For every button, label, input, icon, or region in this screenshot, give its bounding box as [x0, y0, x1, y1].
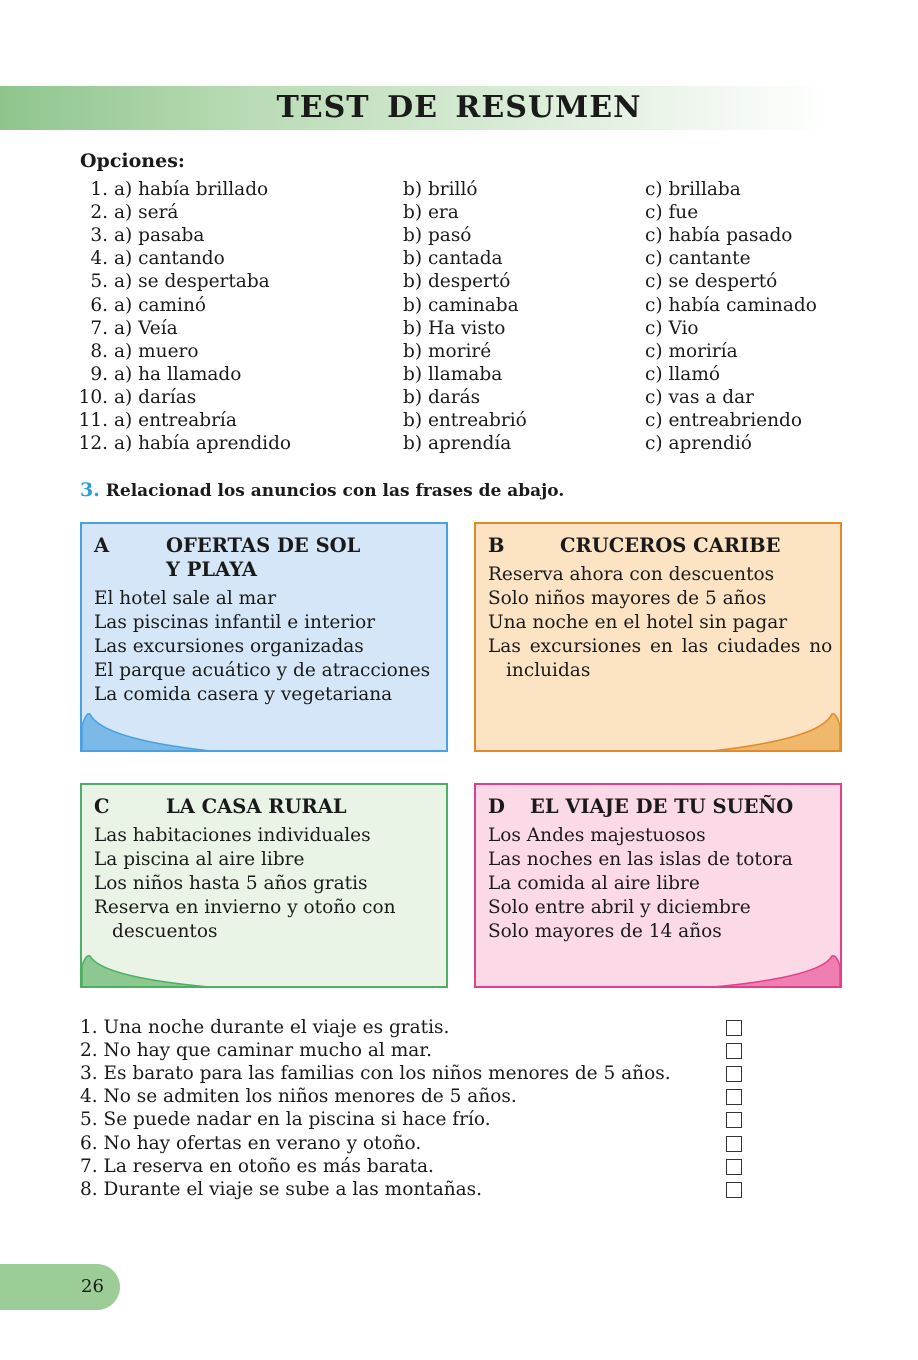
option-row: [0, 224, 918, 247]
card-b-line: Las excursiones en las ciudades no: [488, 636, 833, 657]
card-b-line: Una noche en el hotel sin pagar: [488, 612, 788, 633]
option-b: b) darás: [403, 386, 481, 408]
option-number: 8.: [90, 340, 108, 362]
exercise-title: [80, 479, 564, 501]
ad-card-c: [80, 783, 448, 988]
option-c: c) fue: [645, 202, 699, 224]
card-a-line: Las excursiones organizadas: [94, 636, 364, 657]
card-b-line: Solo niños mayores de 5 años: [488, 588, 767, 609]
option-c: c) cantante: [645, 248, 751, 270]
options-heading: Opciones:: [80, 150, 185, 172]
option-c: c) había pasado: [645, 225, 793, 247]
card-c-line: Los niños hasta 5 años gratis: [94, 873, 368, 894]
page-title: TEST DE RESUMEN: [276, 90, 642, 125]
card-d-line: Los Andes majestuosos: [488, 825, 706, 846]
card-c-body: [94, 824, 436, 944]
option-a: a) había aprendido: [114, 433, 292, 455]
card-c-line: La piscina al aire libre: [94, 849, 305, 870]
card-d-line: Las noches en las islas de totora: [488, 849, 793, 870]
ad-card-d: [474, 783, 842, 988]
option-row: [0, 294, 918, 317]
option-row: [0, 432, 918, 455]
card-c-header: [94, 795, 434, 819]
ad-card-b: [474, 522, 842, 752]
card-c-title: LA CASA RURAL: [166, 795, 347, 818]
card-b-letter: B: [488, 534, 505, 557]
option-row: [0, 386, 918, 409]
option-row: [0, 409, 918, 432]
statement-item: 1. Una noche durante el viaje es gratis.: [80, 1017, 450, 1038]
card-d-header: [488, 795, 828, 819]
option-c: c) había caminado: [645, 294, 817, 316]
statement-item: 2. No hay que caminar mucho al mar.: [80, 1040, 432, 1062]
card-a-header: [94, 534, 434, 582]
option-b: b) brilló: [403, 179, 478, 200]
card-b-body: [488, 563, 833, 683]
option-a: a) pasaba: [114, 225, 205, 247]
answer-checkbox[interactable]: [726, 1112, 742, 1128]
option-a: a) entreabría: [114, 410, 237, 431]
option-number: 1.: [90, 179, 108, 200]
option-b: b) entreabrió: [403, 410, 527, 431]
option-a: a) ha llamado: [114, 363, 242, 385]
card-a-body: [94, 587, 436, 707]
card-b-title: CRUCEROS CARIBE: [560, 534, 781, 557]
option-row: [0, 201, 918, 224]
card-c-line: Las habitaciones individuales: [94, 825, 371, 846]
statement-item: 7. La reserva en otoño es más barata.: [80, 1155, 434, 1177]
statement-item: 5. Se puede nadar en la piscina si hace frío.: [80, 1109, 491, 1131]
card-b-line: Reserva ahora con descuentos: [488, 564, 775, 585]
statement-item: 8. Durante el viaje se sube a las montañas.: [80, 1178, 483, 1200]
option-row: [0, 340, 918, 363]
option-number: 10.: [78, 386, 108, 408]
option-c: c) entreabriendo: [645, 410, 803, 431]
option-a: a) darías: [114, 386, 197, 408]
option-b: b) pasó: [403, 225, 472, 247]
option-c: c) vas a dar: [645, 386, 754, 408]
option-row: [0, 363, 918, 386]
option-row: [0, 270, 918, 293]
card-a-line: Las piscinas infantil e interior: [94, 612, 376, 633]
option-a: a) había brillado: [114, 179, 269, 200]
answer-checkbox[interactable]: [726, 1136, 742, 1152]
exercise-instruction: Relacionad los anuncios con las frases de abajo.: [105, 481, 565, 501]
option-c: c) brillaba: [645, 179, 741, 200]
option-number: 7.: [90, 317, 108, 339]
card-d-line: Solo entre abril y diciembre: [488, 897, 751, 918]
option-a: a) será: [114, 202, 179, 224]
exercise-number: 3.: [80, 479, 100, 501]
answer-checkbox[interactable]: [726, 1089, 742, 1105]
option-row: [0, 317, 918, 340]
option-b: b) cantada: [403, 248, 503, 270]
option-c: c) se despertó: [645, 271, 778, 293]
option-b: b) Ha visto: [403, 317, 506, 339]
option-b: b) aprendía: [403, 433, 512, 455]
card-c-line: Reserva en invierno y otoño con: [94, 897, 396, 918]
page-curl-decoration: [692, 954, 842, 988]
card-b-line: incluidas: [506, 660, 591, 681]
ad-card-a: [80, 522, 448, 752]
option-c: c) moriría: [645, 340, 738, 362]
card-a-title-line1: OFERTAS DE SOL: [166, 534, 361, 557]
card-a-line: El hotel sale al mar: [94, 588, 277, 609]
option-number: 6.: [90, 294, 108, 316]
answer-checkbox[interactable]: [726, 1159, 742, 1175]
card-a-letter: A: [94, 534, 110, 557]
option-b: b) llamaba: [403, 363, 503, 385]
card-b-header: [488, 534, 828, 558]
card-d-letter: D: [488, 795, 505, 818]
option-a: a) Veía: [114, 317, 178, 339]
option-row: [0, 247, 918, 270]
answer-checkbox[interactable]: [726, 1020, 742, 1036]
option-row: [0, 178, 918, 201]
statement-item: 4. No se admiten los niños menores de 5 años.: [80, 1086, 517, 1108]
page-curl-decoration: [692, 712, 842, 752]
option-a: a) se despertaba: [114, 271, 270, 293]
page-number: 26: [81, 1276, 104, 1297]
card-d-line: La comida al aire libre: [488, 873, 700, 894]
answer-checkbox[interactable]: [726, 1043, 742, 1059]
option-a: a) muero: [114, 340, 199, 362]
card-d-body: [488, 824, 830, 944]
option-number: 9.: [90, 363, 108, 385]
card-a-line: La comida casera y vegetariana: [94, 684, 393, 705]
option-number: 12.: [78, 433, 108, 455]
card-d-line: Solo mayores de 14 años: [488, 921, 722, 942]
option-a: a) caminó: [114, 294, 207, 316]
option-number: 11.: [78, 410, 108, 431]
option-b: b) despertó: [403, 271, 511, 293]
card-c-line: descuentos: [112, 921, 218, 942]
answer-checkbox[interactable]: [726, 1066, 742, 1082]
card-a-title-line2: Y PLAYA: [166, 558, 258, 581]
card-d-title: EL VIAJE DE TU SUEÑO: [530, 795, 794, 818]
option-c: c) Vio: [645, 317, 699, 339]
option-a: a) cantando: [114, 248, 225, 270]
option-b: b) caminaba: [403, 294, 519, 316]
option-number: 5.: [90, 271, 108, 293]
statement-item: 6. No hay ofertas en verano y otoño.: [80, 1132, 422, 1154]
card-a-line: El parque acuático y de atracciones: [94, 660, 431, 681]
page-curl-decoration: [80, 954, 230, 988]
statement-item: 3. Es barato para las familias con los niños menores de 5 años.: [80, 1063, 671, 1085]
page-curl-decoration: [80, 712, 230, 752]
option-c: c) llamó: [645, 363, 721, 385]
answer-checkbox[interactable]: [726, 1182, 742, 1198]
option-number: 3.: [90, 225, 108, 247]
option-b: b) era: [403, 202, 459, 224]
option-c: c) aprendió: [645, 433, 752, 455]
option-number: 2.: [90, 202, 108, 224]
option-b: b) moriré: [403, 340, 492, 362]
card-c-letter: C: [94, 795, 110, 818]
option-number: 4.: [90, 248, 108, 270]
